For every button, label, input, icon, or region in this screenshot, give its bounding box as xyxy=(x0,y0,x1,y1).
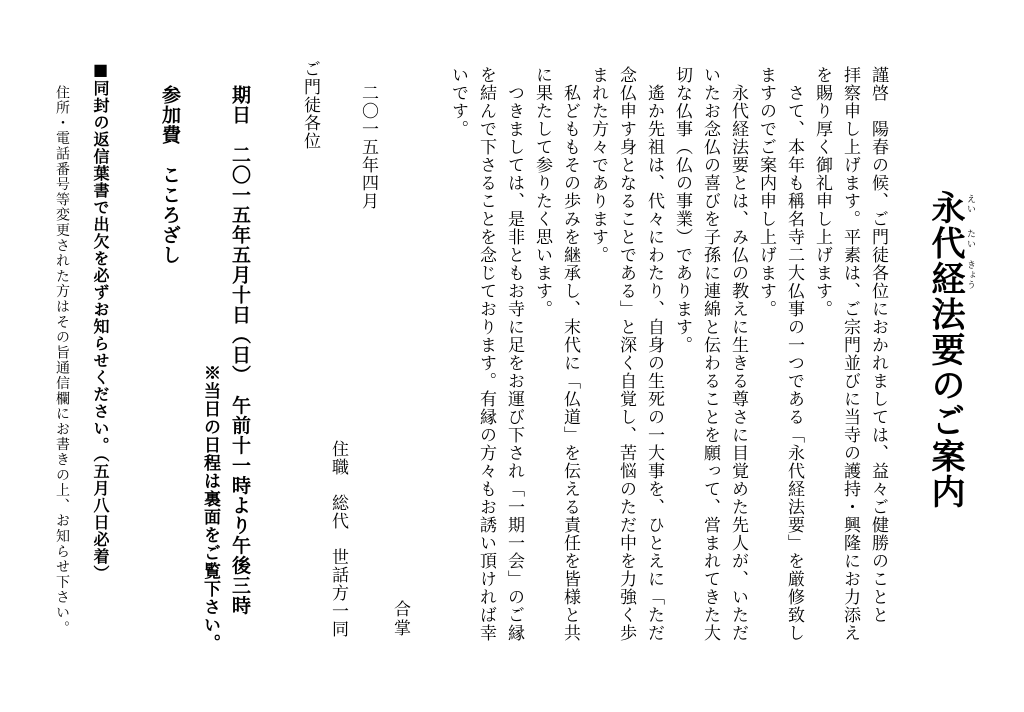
sender-signature: 住職 総代 世話方一同 xyxy=(328,440,348,638)
body-line: 拝察申し上げます。平素は、ご宗門並びに当寺の護持・興隆にお力添え xyxy=(840,66,860,642)
body-line: いたお念仏の喜びを子孫に連綿と伝わることを願って、営まれてきた大 xyxy=(700,66,720,642)
body-line: いです。 xyxy=(448,66,468,138)
schedule-note: ※当日の日程は裏面をご覧下さい。 xyxy=(200,364,220,652)
recipient-line: ご門徒各位 xyxy=(300,60,320,150)
body-line: 切な仏事（仏の事業）であります。 xyxy=(672,66,692,354)
closing-gassho: 合掌 xyxy=(390,600,410,638)
body-line: 遙か先祖は、代々にわたり、自身の生死の一大事を、ひとえに「ただ xyxy=(644,66,664,642)
participation-fee: 参加費 こころざし xyxy=(159,85,181,265)
body-line: を賜り厚く御礼申し上げます。 xyxy=(812,66,832,318)
address-change-notice: 住所・電話番号等変更された方はその旨通信欄にお書きの上、お知らせ下さい。 xyxy=(54,85,70,636)
body-line: つきましては、是非ともお寺に足をお運び下され「一期一会」のご縁 xyxy=(504,66,524,642)
body-line: まれた方々であります。 xyxy=(588,66,608,264)
body-line: 永代経法要とは、み仏の教えに生きる尊さに目覚めた先人が、いただ xyxy=(728,66,748,642)
body-line: を結んで下さることを念じております。有縁の方々もお誘い頂ければ幸 xyxy=(476,66,496,642)
body-line: ますのでご案内申し上げます。 xyxy=(756,66,776,318)
rsvp-notice: ■同封の返信葉書で出欠を必ずお知らせください。（五月八日必着） xyxy=(91,60,110,582)
letter-date: 二〇一五年四月 xyxy=(358,84,378,210)
body-line: に果たして参りたく思います。 xyxy=(532,66,552,318)
title-ruby-tai: たい xyxy=(965,229,975,249)
body-line: 念仏申す身となることである」と深く自覚し、苦悩のただ中を力強く歩 xyxy=(616,66,636,642)
event-schedule: 期日 二〇一五年五月十日（日） 午前十一時より午後三時 xyxy=(229,85,251,616)
document-title: 永代経法要のご案内 xyxy=(925,190,965,510)
body-line: さて、本年も稱名寺二大仏事の一つである「永代経法要」を厳修致し xyxy=(784,66,804,642)
body-line: 私どももその歩みを継承し、末代に「仏道」を伝える責任を皆様と共 xyxy=(560,66,580,642)
body-line: 謹啓 陽春の候、ご門徒各位におかれましては、益々ご健勝のことと xyxy=(868,66,888,624)
title-ruby-ei: えい xyxy=(965,194,975,214)
letter-body xyxy=(444,66,892,666)
title-ruby-kyou: きょう xyxy=(965,260,975,290)
